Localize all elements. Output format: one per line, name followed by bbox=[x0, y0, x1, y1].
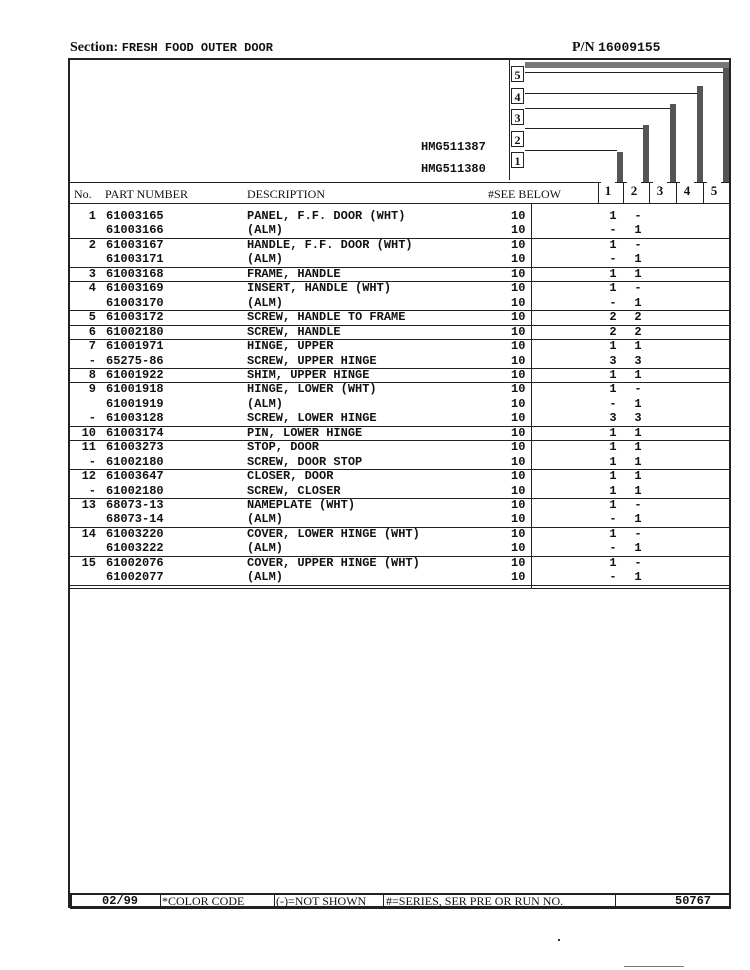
item-number: 12 bbox=[81, 469, 96, 484]
footer-bar bbox=[70, 893, 731, 909]
qty-model-1: 1 bbox=[609, 483, 617, 498]
legend-box-2: 2 bbox=[511, 131, 524, 147]
table-row bbox=[70, 310, 729, 325]
part-number: 61003165 bbox=[106, 209, 164, 223]
footer-page-code: 50767 bbox=[675, 894, 712, 908]
see-below-code: 10 bbox=[511, 281, 526, 296]
part-description: NAMEPLATE (WHT) bbox=[247, 498, 356, 512]
part-description: (ALM) bbox=[247, 396, 284, 411]
item-number: 14 bbox=[81, 526, 96, 541]
legend-line-5 bbox=[525, 72, 723, 73]
item-number: 11 bbox=[81, 440, 96, 455]
qty-model-1: 1 bbox=[609, 367, 617, 382]
table-row bbox=[70, 512, 729, 527]
legend-shade-top bbox=[525, 62, 729, 68]
see-below-code: 10 bbox=[511, 252, 526, 267]
item-number: - bbox=[88, 483, 96, 498]
qty-model-2: 1 bbox=[634, 223, 642, 238]
table-row bbox=[70, 527, 729, 541]
footer-series: #=SERIES, SER PRE OR RUN NO. bbox=[386, 894, 564, 908]
section-heading bbox=[70, 40, 273, 56]
see-below-code: 10 bbox=[511, 209, 526, 223]
see-below-code: 10 bbox=[511, 382, 526, 397]
qty-model-2: 1 bbox=[634, 339, 642, 354]
part-description: SCREW, HANDLE bbox=[247, 324, 341, 339]
qty-model-2: - bbox=[634, 281, 642, 296]
part-description: (ALM) bbox=[247, 295, 284, 310]
qty-model-2: 1 bbox=[634, 469, 642, 484]
legend-box-1: 1 bbox=[511, 152, 524, 168]
see-below-code: 10 bbox=[511, 570, 526, 585]
table-row bbox=[70, 339, 729, 353]
see-below-code: 10 bbox=[511, 469, 526, 484]
qty-model-2: 1 bbox=[634, 396, 642, 411]
see-below-code: 10 bbox=[511, 483, 526, 498]
col-header-model-2: 2 bbox=[627, 182, 641, 200]
footer-divider bbox=[383, 895, 384, 908]
part-number: 61003166 bbox=[106, 223, 164, 238]
table-row bbox=[70, 469, 729, 483]
qty-model-1: 1 bbox=[609, 382, 617, 397]
part-number: 61003222 bbox=[106, 541, 164, 556]
legend-box-5: 5 bbox=[511, 66, 524, 82]
qty-model-2: - bbox=[634, 382, 642, 397]
qty-model-2: 1 bbox=[634, 367, 642, 382]
footer-divider bbox=[615, 895, 616, 908]
part-number: 61001971 bbox=[106, 339, 164, 354]
qty-model-1: - bbox=[609, 512, 617, 527]
part-number: 68073-14 bbox=[106, 512, 164, 527]
part-description: SCREW, LOWER HINGE bbox=[247, 411, 377, 426]
part-description: SCREW, DOOR STOP bbox=[247, 454, 363, 469]
part-description: (ALM) bbox=[247, 512, 284, 527]
part-number: 61003167 bbox=[106, 237, 164, 252]
see-below-code: 10 bbox=[511, 266, 526, 281]
part-description: (ALM) bbox=[247, 541, 284, 556]
qty-model-2: 1 bbox=[634, 454, 642, 469]
item-number: 1 bbox=[88, 209, 96, 223]
col-header-model-3: 3 bbox=[653, 182, 667, 200]
see-below-code: 10 bbox=[511, 425, 526, 440]
table-row bbox=[70, 209, 729, 223]
qty-model-2: - bbox=[634, 526, 642, 541]
section-label: Section: bbox=[70, 40, 119, 55]
part-number: 61001922 bbox=[106, 367, 164, 382]
qty-model-2: - bbox=[634, 498, 642, 512]
model-name-1: HMG511380 bbox=[421, 162, 486, 176]
table-row bbox=[70, 411, 729, 426]
item-number: 3 bbox=[88, 266, 96, 281]
part-number: 61002180 bbox=[106, 483, 164, 498]
part-number: 68073-13 bbox=[106, 498, 164, 512]
legend-shade-1 bbox=[617, 152, 623, 182]
qty-model-2: 1 bbox=[634, 425, 642, 440]
table-row bbox=[70, 368, 729, 383]
qty-model-2: 1 bbox=[634, 570, 642, 585]
table-end-rule bbox=[68, 588, 731, 589]
col-header-no: No. bbox=[74, 187, 92, 201]
qty-model-1: 2 bbox=[609, 324, 617, 339]
part-description: STOP, DOOR bbox=[247, 440, 320, 455]
part-description: CLOSER, DOOR bbox=[247, 469, 334, 484]
part-description: INSERT, HANDLE (WHT) bbox=[247, 281, 392, 296]
qty-model-2: - bbox=[634, 555, 642, 570]
part-description: SHIM, UPPER HINGE bbox=[247, 367, 370, 382]
footer-divider bbox=[274, 895, 275, 908]
item-number: 5 bbox=[88, 310, 96, 325]
part-description: SCREW, UPPER HINGE bbox=[247, 353, 377, 368]
table-row bbox=[70, 281, 729, 295]
col-divider-1 bbox=[598, 182, 599, 203]
item-number: 13 bbox=[81, 498, 96, 512]
part-number: 61001919 bbox=[106, 396, 164, 411]
see-below-code: 10 bbox=[511, 498, 526, 512]
part-number: 61003169 bbox=[106, 281, 164, 296]
table-row bbox=[70, 541, 729, 556]
part-description: COVER, UPPER HINGE (WHT) bbox=[247, 555, 420, 570]
qty-model-2: 2 bbox=[634, 310, 642, 325]
qty-model-2: 1 bbox=[634, 266, 642, 281]
qty-model-2: 1 bbox=[634, 512, 642, 527]
legend-box-4: 4 bbox=[511, 88, 524, 104]
see-below-code: 10 bbox=[511, 237, 526, 252]
qty-model-2: 2 bbox=[634, 324, 642, 339]
qty-model-2: 1 bbox=[634, 541, 642, 556]
qty-model-1: - bbox=[609, 570, 617, 585]
see-below-code: 10 bbox=[511, 396, 526, 411]
qty-model-1: - bbox=[609, 223, 617, 238]
col-header-model-5: 5 bbox=[707, 182, 721, 200]
legend-shade-3 bbox=[670, 104, 676, 182]
part-description: PIN, LOWER HINGE bbox=[247, 425, 363, 440]
col-divider-5 bbox=[703, 182, 704, 203]
col-header-model-4: 4 bbox=[680, 182, 694, 200]
see-below-code: 10 bbox=[511, 541, 526, 556]
qty-model-1: 1 bbox=[609, 339, 617, 354]
qty-model-1: 3 bbox=[609, 353, 617, 368]
table-row bbox=[70, 267, 729, 282]
col-header-desc: DESCRIPTION bbox=[247, 187, 326, 201]
part-number: 61003168 bbox=[106, 266, 164, 281]
see-below-code: 10 bbox=[511, 223, 526, 238]
qty-model-2: 1 bbox=[634, 295, 642, 310]
qty-model-1: 1 bbox=[609, 555, 617, 570]
qty-model-2: 1 bbox=[634, 483, 642, 498]
table-row bbox=[70, 570, 729, 585]
header-bottom-rule bbox=[68, 203, 731, 204]
table-row bbox=[70, 440, 729, 454]
item-number: 10 bbox=[81, 425, 96, 440]
table-row bbox=[70, 382, 729, 396]
legend-line-3 bbox=[525, 108, 670, 109]
qty-model-1: 2 bbox=[609, 310, 617, 325]
part-description: HINGE, LOWER (WHT) bbox=[247, 382, 377, 397]
item-number: 2 bbox=[88, 237, 96, 252]
qty-model-1: 1 bbox=[609, 526, 617, 541]
qty-model-1: 1 bbox=[609, 454, 617, 469]
qty-model-1: - bbox=[609, 541, 617, 556]
footer-color-code: *COLOR CODE bbox=[162, 894, 245, 908]
table-row bbox=[70, 498, 729, 512]
table-row bbox=[70, 397, 729, 411]
part-number: 65275-86 bbox=[106, 353, 164, 368]
col-divider-2 bbox=[623, 182, 624, 203]
part-number: 61003220 bbox=[106, 526, 164, 541]
table-row bbox=[70, 296, 729, 311]
part-description: (ALM) bbox=[247, 223, 284, 238]
qty-model-2: - bbox=[634, 209, 642, 223]
legend-divider bbox=[509, 60, 510, 180]
see-below-code: 10 bbox=[511, 411, 526, 426]
part-description: PANEL, F.F. DOOR (WHT) bbox=[247, 209, 406, 223]
col-header-part: PART NUMBER bbox=[105, 187, 188, 201]
qty-model-2: 1 bbox=[634, 440, 642, 455]
footer-not-shown: (-)=NOT SHOWN bbox=[276, 894, 367, 908]
qty-model-2: 1 bbox=[634, 252, 642, 267]
legend-shade-2 bbox=[643, 125, 649, 182]
table-row bbox=[70, 484, 729, 499]
qty-model-1: 1 bbox=[609, 440, 617, 455]
qty-model-1: - bbox=[609, 252, 617, 267]
table-row bbox=[70, 223, 729, 238]
see-below-code: 10 bbox=[511, 555, 526, 570]
table-row bbox=[70, 325, 729, 340]
see-below-code: 10 bbox=[511, 324, 526, 339]
qty-model-1: 1 bbox=[609, 237, 617, 252]
part-description: (ALM) bbox=[247, 570, 284, 585]
see-below-code: 10 bbox=[511, 367, 526, 382]
qty-model-1: 1 bbox=[609, 469, 617, 484]
legend-line-4 bbox=[525, 93, 697, 94]
item-number: - bbox=[88, 454, 96, 469]
table-row bbox=[70, 556, 729, 570]
section-value: FRESH FOOD OUTER DOOR bbox=[121, 41, 273, 55]
qty-model-1: 1 bbox=[609, 425, 617, 440]
footer-date: 02/99 bbox=[102, 894, 139, 908]
part-number-heading bbox=[572, 40, 660, 56]
qty-model-1: - bbox=[609, 396, 617, 411]
item-number: - bbox=[88, 353, 96, 368]
qty-model-2: 3 bbox=[634, 411, 642, 426]
qty-model-1: - bbox=[609, 295, 617, 310]
scan-speck bbox=[558, 939, 560, 941]
table-row bbox=[70, 455, 729, 470]
part-number: 61002180 bbox=[106, 454, 164, 469]
see-below-code: 10 bbox=[511, 454, 526, 469]
see-below-code: 10 bbox=[511, 512, 526, 527]
pn-value: 16009155 bbox=[598, 40, 661, 55]
item-number: 15 bbox=[81, 555, 96, 570]
part-description: COVER, LOWER HINGE (WHT) bbox=[247, 526, 420, 541]
see-below-code: 10 bbox=[511, 353, 526, 368]
qty-model-2: 3 bbox=[634, 353, 642, 368]
part-description: (ALM) bbox=[247, 252, 284, 267]
part-description: HINGE, UPPER bbox=[247, 339, 334, 354]
scan-mark bbox=[624, 966, 684, 967]
legend-box-3: 3 bbox=[511, 109, 524, 125]
footer-divider bbox=[160, 895, 161, 908]
part-number: 61003174 bbox=[106, 425, 164, 440]
item-number: 7 bbox=[88, 339, 96, 354]
see-below-code: 10 bbox=[511, 339, 526, 354]
table-row bbox=[70, 252, 729, 267]
item-number: 4 bbox=[88, 281, 96, 296]
part-number: 61002077 bbox=[106, 570, 164, 585]
legend-line-1 bbox=[525, 150, 617, 151]
part-number: 61003172 bbox=[106, 310, 164, 325]
qty-model-2: - bbox=[634, 237, 642, 252]
table-row bbox=[70, 354, 729, 369]
col-divider-3 bbox=[649, 182, 650, 203]
qty-model-1: 1 bbox=[609, 281, 617, 296]
col-header-model-1: 1 bbox=[601, 182, 615, 200]
part-number: 61003170 bbox=[106, 295, 164, 310]
see-below-code: 10 bbox=[511, 310, 526, 325]
part-description: SCREW, CLOSER bbox=[247, 483, 341, 498]
legend-shade-4 bbox=[697, 86, 703, 182]
item-number: 9 bbox=[88, 382, 96, 397]
part-number: 61003273 bbox=[106, 440, 164, 455]
col-divider-4 bbox=[676, 182, 677, 203]
part-number: 61002180 bbox=[106, 324, 164, 339]
col-header-see: #SEE BELOW bbox=[488, 187, 561, 201]
legend-shade-5 bbox=[723, 62, 729, 182]
part-description: FRAME, HANDLE bbox=[247, 266, 341, 281]
legend-line-2 bbox=[525, 128, 643, 129]
qty-model-1: 1 bbox=[609, 209, 617, 223]
part-description: SCREW, HANDLE TO FRAME bbox=[247, 310, 406, 325]
item-number: 8 bbox=[88, 367, 96, 382]
see-below-code: 10 bbox=[511, 526, 526, 541]
table-row bbox=[70, 238, 729, 252]
pn-label: P/N bbox=[572, 40, 595, 55]
part-description: HANDLE, F.F. DOOR (WHT) bbox=[247, 237, 413, 252]
item-number: - bbox=[88, 411, 96, 426]
table-row bbox=[70, 426, 729, 441]
part-number: 61002076 bbox=[106, 555, 164, 570]
part-number: 61003171 bbox=[106, 252, 164, 267]
model-name-2: HMG511387 bbox=[421, 140, 486, 154]
part-number: 61003647 bbox=[106, 469, 164, 484]
see-below-code: 10 bbox=[511, 440, 526, 455]
item-number: 6 bbox=[88, 324, 96, 339]
qty-model-1: 1 bbox=[609, 266, 617, 281]
qty-model-1: 3 bbox=[609, 411, 617, 426]
see-below-code: 10 bbox=[511, 295, 526, 310]
part-number: 61001918 bbox=[106, 382, 164, 397]
qty-model-1: 1 bbox=[609, 498, 617, 512]
part-number: 61003128 bbox=[106, 411, 164, 426]
